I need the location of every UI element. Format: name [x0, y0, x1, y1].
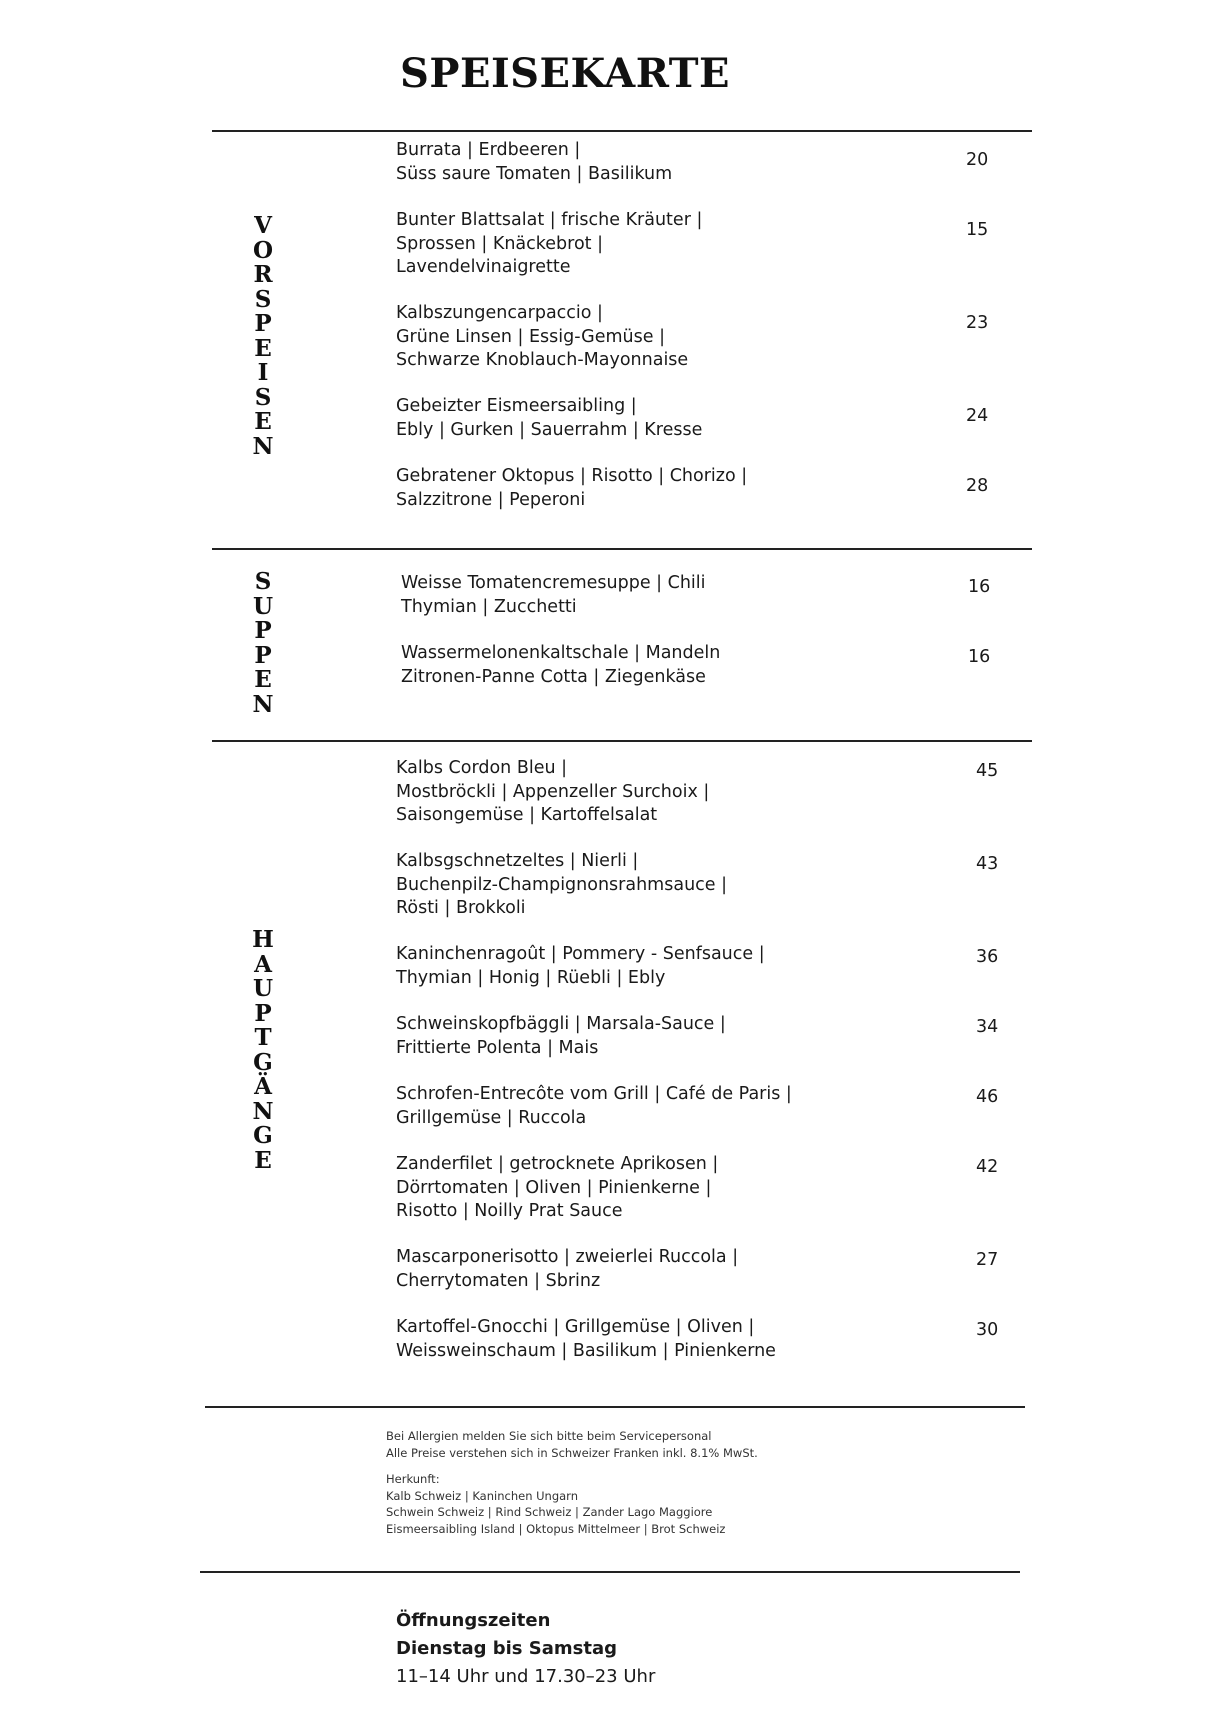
- menu-item-line: Mostbröckli | Appenzeller Surchoix |: [396, 781, 710, 802]
- menu-item-line: Thymian | Zucchetti: [401, 596, 577, 617]
- menu-item-line: Buchenpilz-Champignonsrahmsauce |: [396, 874, 728, 895]
- section-label-letter: H: [252, 926, 274, 953]
- menu-item-line: Dörrtomaten | Oliven | Pinienkerne |: [396, 1177, 712, 1198]
- menu-item-line: Sprossen | Knäckebrot |: [396, 233, 603, 254]
- menu-item-price: 24: [966, 406, 989, 426]
- menu-item-price: 45: [976, 761, 999, 781]
- section-label-letter: T: [254, 1024, 272, 1051]
- section-label-letter: R: [253, 261, 273, 288]
- menu-item-line: Weisse Tomatencremesuppe | Chili: [401, 573, 706, 593]
- section-label-letter: E: [254, 334, 272, 362]
- menu-item-line: Kaninchenragoût | Pommery - Senfsauce |: [396, 944, 765, 964]
- section-label-letter: A: [254, 950, 272, 978]
- menu-item-line: Ebly | Gurken | Sauerrahm | Kresse: [396, 419, 703, 440]
- section-label-letter: P: [254, 641, 272, 669]
- menu-item-price: 34: [976, 1017, 999, 1037]
- notes-block: [386, 1428, 758, 1537]
- menu-item: [396, 1013, 726, 1060]
- menu-item-price: 46: [976, 1087, 999, 1107]
- allergy-note: Bei Allergien melden Sie sich bitte beim Servicepersonal: [386, 1429, 712, 1443]
- menu-item-line: Schweinskopfbäggli | Marsala-Sauce |: [396, 1014, 726, 1034]
- menu-item-line: Weissweinschaum | Basilikum | Pinienkerne: [396, 1340, 776, 1361]
- menu-item: [396, 1153, 718, 1224]
- section-label-vorspeisen: [238, 214, 288, 459]
- menu-item-line: Schwarze Knoblauch-Mayonnaise: [396, 350, 689, 370]
- section-label-letter: I: [257, 359, 269, 386]
- section-label-letter: Ä: [254, 1073, 272, 1100]
- section-label-letter: N: [252, 432, 274, 460]
- menu-item-line: Rösti | Brokkoli: [396, 898, 526, 918]
- section-label-letter: S: [254, 568, 272, 595]
- menu-item-price: 43: [976, 854, 999, 874]
- menu-item-line: Zitronen-Panne Cotta | Ziegenkäse: [401, 666, 706, 687]
- menu-item: [396, 395, 702, 442]
- origin-title: Herkunft:: [386, 1472, 440, 1486]
- menu-item: [396, 1246, 738, 1293]
- menu-item-line: Lavendelvinaigrette: [396, 257, 571, 277]
- menu-item-line: Zanderfilet | getrocknete Aprikosen |: [396, 1154, 719, 1174]
- section-label-letter: U: [252, 592, 274, 620]
- menu-item: [396, 1316, 776, 1363]
- menu-item: [396, 943, 765, 990]
- menu-item-line: Risotto | Noilly Prat Sauce: [396, 1201, 623, 1221]
- menu-item-line: Mascarponerisotto | zweierlei Ruccola |: [396, 1247, 739, 1267]
- menu-item-price: 30: [976, 1320, 999, 1340]
- menu-item-line: Kalbsgschnetzeltes | Nierli |: [396, 851, 639, 871]
- menu-item-price: 15: [966, 220, 989, 240]
- section-label-letter: N: [252, 690, 274, 718]
- menu-item: [396, 302, 688, 373]
- menu-item-line: Gebratener Oktopus | Risotto | Chorizo |: [396, 466, 748, 486]
- menu-item-price: 28: [966, 476, 989, 496]
- price-note: Alle Preise verstehen sich in Schweizer Franken inkl. 8.1% MwSt.: [386, 1445, 758, 1460]
- menu-item-line: Kartoffel-Gnocchi | Grillgemüse | Oliven |: [396, 1317, 755, 1337]
- divider-suppen-hauptgaenge: [212, 740, 1032, 742]
- section-label-suppen: [238, 570, 288, 717]
- menu-item-price: 16: [968, 647, 991, 667]
- menu-item-line: Grillgemüse | Ruccola: [396, 1107, 587, 1128]
- menu-item: [396, 209, 702, 280]
- section-label-letter: S: [254, 285, 272, 313]
- divider-hauptgaenge-notes: [205, 1406, 1025, 1408]
- section-label-hauptgaenge: [238, 928, 288, 1173]
- section-label-letter: V: [254, 212, 272, 239]
- menu-item-line: Kalbszungencarpaccio |: [396, 303, 603, 323]
- opening-hours: [396, 1607, 655, 1691]
- menu-item-line: Bunter Blattsalat | frische Kräuter |: [396, 210, 703, 230]
- section-label-letter: E: [254, 666, 272, 693]
- page-title: SPEISEKARTE: [400, 50, 731, 97]
- menu-item-line: Burrata | Erdbeeren |: [396, 140, 581, 160]
- origin-line: Kalb Schweiz | Kaninchen Ungarn: [386, 1488, 579, 1503]
- menu-item-line: Cherrytomaten | Sbrinz: [396, 1270, 601, 1291]
- menu-item: [401, 572, 706, 619]
- section-label-letter: E: [254, 1146, 272, 1174]
- menu-item: [401, 642, 720, 689]
- origin-line: Eismeersaibling Island | Oktopus Mittelmeer | Brot Schweiz: [386, 1521, 726, 1536]
- menu-item-line: Gebeizter Eismeersaibling |: [396, 396, 637, 416]
- menu-item-line: Saisongemüse | Kartoffelsalat: [396, 805, 658, 825]
- menu-item-line: Wassermelonenkaltschale | Mandeln: [401, 643, 721, 663]
- divider-vorspeisen-suppen: [212, 548, 1032, 550]
- origin-line: Schwein Schweiz | Rind Schweiz | Zander Lago Maggiore: [386, 1505, 713, 1519]
- hours-days: Dienstag bis Samstag: [396, 1638, 618, 1659]
- menu-item-price: 27: [976, 1250, 999, 1270]
- menu-item-line: Süss saure Tomaten | Basilikum: [396, 163, 673, 184]
- section-label-letter: G: [253, 1122, 273, 1149]
- menu-item: [396, 757, 709, 828]
- menu-item: [396, 850, 727, 921]
- menu-item-line: Frittierte Polenta | Mais: [396, 1037, 599, 1058]
- menu-item-price: 36: [976, 947, 999, 967]
- menu-item-line: Kalbs Cordon Bleu |: [396, 758, 568, 778]
- menu-item: [396, 465, 747, 512]
- menu-item-price: 42: [976, 1157, 999, 1177]
- menu-item-price: 23: [966, 313, 989, 333]
- menu-item-line: Grüne Linsen | Essig-Gemüse |: [396, 326, 665, 347]
- section-label-letter: U: [252, 975, 274, 1002]
- section-label-letter: P: [254, 999, 272, 1027]
- section-label-letter: G: [253, 1048, 273, 1076]
- menu-item-price: 16: [968, 577, 991, 597]
- divider-top: [212, 130, 1032, 132]
- section-label-letter: E: [254, 408, 272, 435]
- section-label-letter: N: [252, 1097, 274, 1125]
- section-label-letter: P: [254, 617, 272, 644]
- section-label-letter: S: [254, 383, 272, 411]
- menu-item-price: 20: [966, 150, 989, 170]
- hours-times: 11–14 Uhr und 17.30–23 Uhr: [396, 1666, 656, 1687]
- menu-item-line: Salzzitrone | Peperoni: [396, 489, 586, 510]
- menu-item: [396, 139, 672, 186]
- hours-title: Öffnungszeiten: [396, 1610, 551, 1631]
- section-label-letter: O: [252, 236, 274, 264]
- divider-notes-hours: [200, 1571, 1020, 1573]
- section-label-letter: P: [254, 310, 272, 337]
- menu-item-line: Thymian | Honig | Rüebli | Ebly: [396, 967, 666, 988]
- menu-item: [396, 1083, 792, 1130]
- menu-item-line: Schrofen-Entrecôte vom Grill | Café de Paris |: [396, 1084, 792, 1104]
